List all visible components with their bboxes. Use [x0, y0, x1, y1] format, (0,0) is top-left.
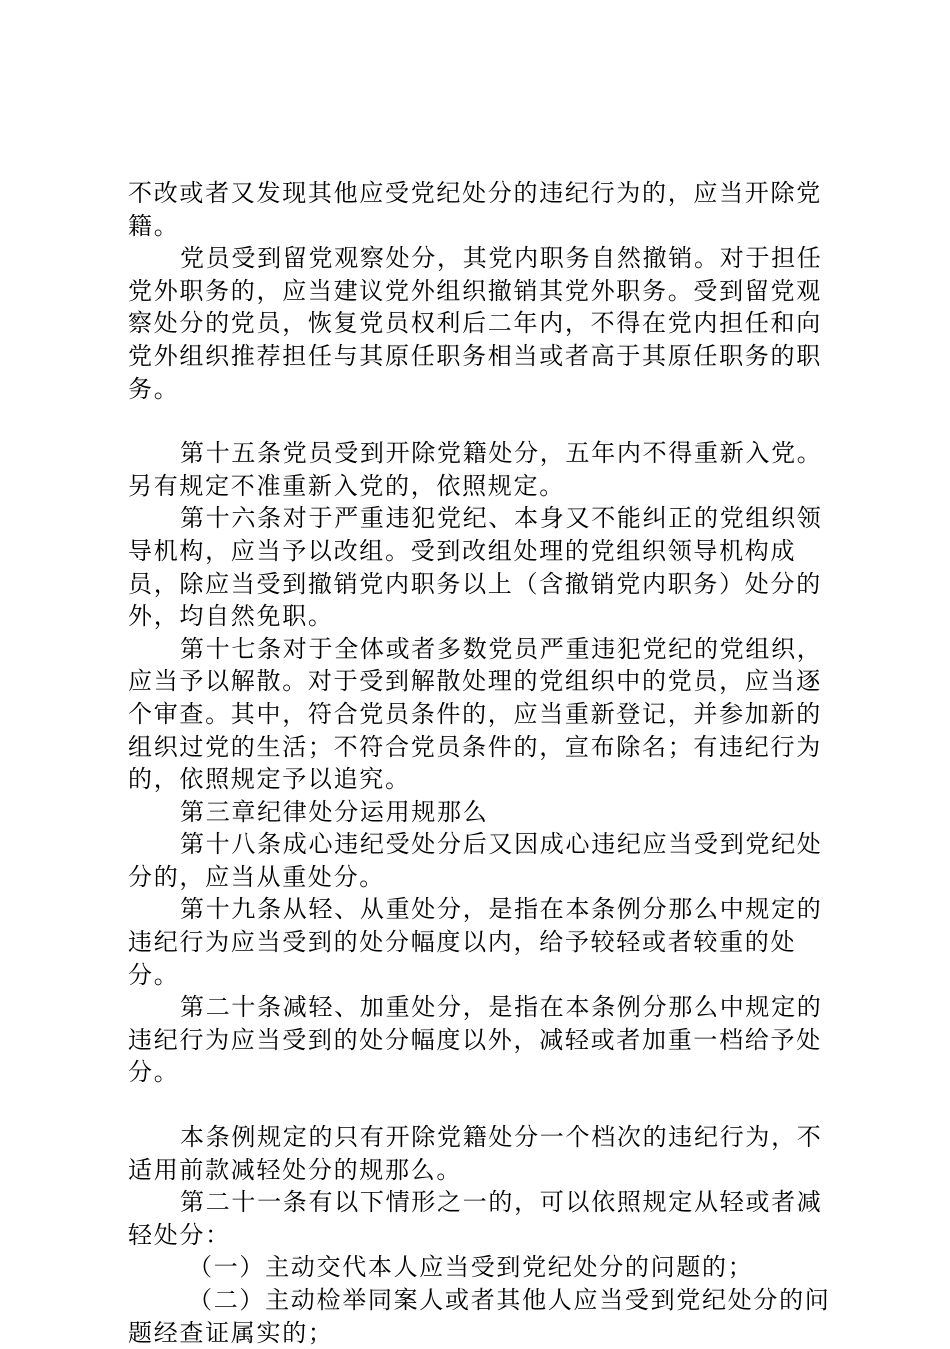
article-21: 第二十一条有以下情形之一的，可以依照规定从轻或者减轻处分：	[128, 1188, 823, 1249]
paragraph-probation: 党员受到留党观察处分，其党内职务自然撤销。对于担任党外职务的，应当建议党外组织撤销其党外职务。受到留党观察处分的党员，恢复党员权利后二年内，不得在党内担任和向党外组织推荐担任与其原任职务相当或者高于其原任职务的职务。	[128, 244, 823, 403]
paragraph-exception: 本条例规定的只有开除党籍处分一个档次的违纪行为，不适用前款减轻处分的规那么。	[128, 1123, 823, 1184]
article-16: 第十六条对于严重违犯党纪、本身又不能纠正的党组织领导机构，应当予以改组。受到改组处理的党组织领导机构成员，除应当受到撤销党内职务以上（含撤销党内职务）处分的外，均自然免职。	[128, 504, 823, 631]
list-item: （一）主动交代本人应当受到党纪处分的问题的；	[188, 1253, 754, 1282]
list-item: （二）主动检举同案人或者其他人应当受到党纪处分的问题经查证属实的；	[128, 1286, 831, 1347]
article-18: 第十八条成心违纪受处分后又因成心违纪应当受到党纪处分的，应当从重处分。	[128, 830, 823, 891]
paragraph-continuation: 不改或者又发现其他应受党纪处分的违纪行为的，应当开除党籍。	[128, 179, 822, 240]
document-body	[128, 177, 838, 1349]
article-19: 第十九条从轻、从重处分，是指在本条例分那么中规定的违纪行为应当受到的处分幅度以内，给予较轻或者较重的处分。	[128, 895, 823, 989]
article-17: 第十七条对于全体或者多数党员严重违犯党纪的党组织，应当予以解散。对于受到解散处理的党组织中的党员，应当逐个审查。其中，符合党员条件的，应当重新登记，并参加新的组织过党的生活；不符合党员条件的，宣布除名；有违纪行为的，依照规定予以追究。	[128, 634, 823, 794]
article-15: 第十五条党员受到开除党籍处分，五年内不得重新入党。另有规定不准重新入党的，依照规定。	[128, 439, 823, 500]
chapter-3-heading: 第三章纪律处分运用规那么	[180, 797, 489, 826]
article-20: 第二十条减轻、加重处分，是指在本条例分那么中规定的违纪行为应当受到的处分幅度以外，减轻或者加重一档给予处分。	[128, 993, 823, 1087]
